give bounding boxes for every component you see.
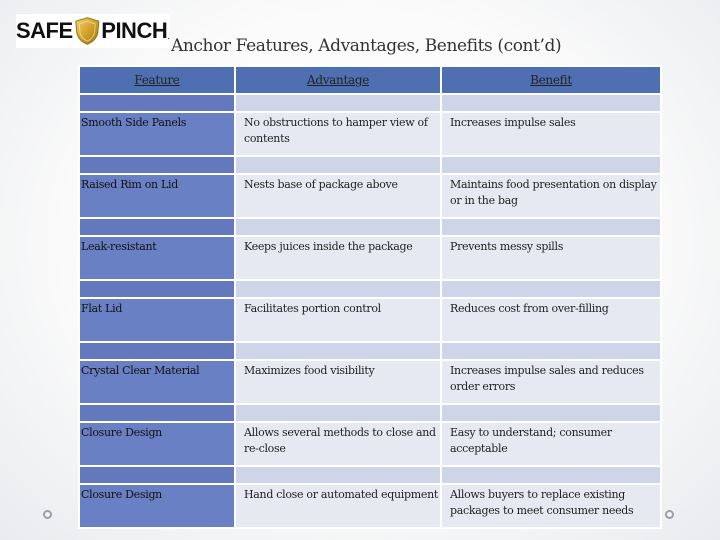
slide-title: Anchor Features, Advantages, Benefits (cont’d) — [171, 36, 562, 56]
shield-icon — [74, 15, 101, 47]
spacer-cell — [235, 94, 441, 112]
spacer-cell — [441, 404, 661, 422]
benefit-cell: Prevents messy spills — [441, 236, 661, 280]
advantage-cell: No obstructions to hamper view of contents — [235, 112, 441, 156]
feature-cell: Closure Design — [79, 484, 235, 528]
advantage-cell: Hand close or automated equipment — [235, 484, 441, 528]
fab-table — [78, 65, 662, 529]
spacer-cell — [235, 466, 441, 484]
header-advantage: Advantage — [235, 66, 441, 94]
spacer-cell — [79, 404, 235, 422]
spacer-cell — [441, 156, 661, 174]
table-row — [79, 298, 661, 342]
spacer-row — [79, 342, 661, 360]
spacer-cell — [79, 94, 235, 112]
header-benefit: Benefit — [441, 66, 661, 94]
logo-suffix: . — [167, 31, 170, 42]
spacer-row — [79, 218, 661, 236]
spacer-row — [79, 94, 661, 112]
right-circle-ornament — [665, 510, 674, 519]
benefit-cell: Allows buyers to replace existing packages to meet consumer needs — [441, 484, 661, 528]
header-feature: Feature — [79, 66, 235, 94]
feature-cell: Flat Lid — [79, 298, 235, 342]
table-row — [79, 236, 661, 280]
advantage-cell: Maximizes food visibility — [235, 360, 441, 404]
table-row — [79, 422, 661, 466]
benefit-cell: Reduces cost from over-filling — [441, 298, 661, 342]
spacer-cell — [441, 280, 661, 298]
spacer-row — [79, 156, 661, 174]
spacer-cell — [79, 466, 235, 484]
logo-word-safe: SAFE — [16, 18, 73, 43]
spacer-cell — [79, 156, 235, 174]
table-row — [79, 484, 661, 528]
spacer-cell — [235, 280, 441, 298]
spacer-row — [79, 466, 661, 484]
spacer-cell — [235, 218, 441, 236]
safepinch-logo — [16, 14, 170, 48]
spacer-cell — [441, 466, 661, 484]
spacer-cell — [441, 342, 661, 360]
table-row — [79, 112, 661, 156]
table-body — [79, 94, 661, 528]
feature-cell: Raised Rim on Lid — [79, 174, 235, 218]
spacer-cell — [441, 218, 661, 236]
table-row — [79, 174, 661, 218]
advantage-cell: Allows several methods to close and re-close — [235, 422, 441, 466]
feature-cell: Closure Design — [79, 422, 235, 466]
logo-word-pinch: PINCH — [101, 18, 168, 43]
table-row — [79, 360, 661, 404]
feature-cell: Crystal Clear Material — [79, 360, 235, 404]
spacer-cell — [235, 156, 441, 174]
spacer-cell — [235, 342, 441, 360]
spacer-row — [79, 404, 661, 422]
spacer-cell — [79, 218, 235, 236]
benefit-cell: Increases impulse sales — [441, 112, 661, 156]
left-circle-ornament — [43, 510, 52, 519]
table-header-row — [79, 66, 661, 94]
benefit-cell: Maintains food presentation on display or in the bag — [441, 174, 661, 218]
spacer-cell — [441, 94, 661, 112]
feature-cell: Smooth Side Panels — [79, 112, 235, 156]
benefit-cell: Increases impulse sales and reduces order errors — [441, 360, 661, 404]
advantage-cell: Facilitates portion control — [235, 298, 441, 342]
spacer-row — [79, 280, 661, 298]
advantage-cell: Nests base of package above — [235, 174, 441, 218]
spacer-cell — [235, 404, 441, 422]
spacer-cell — [79, 280, 235, 298]
benefit-cell: Easy to understand; consumer acceptable — [441, 422, 661, 466]
feature-cell: Leak-resistant — [79, 236, 235, 280]
spacer-cell — [79, 342, 235, 360]
advantage-cell: Keeps juices inside the package — [235, 236, 441, 280]
